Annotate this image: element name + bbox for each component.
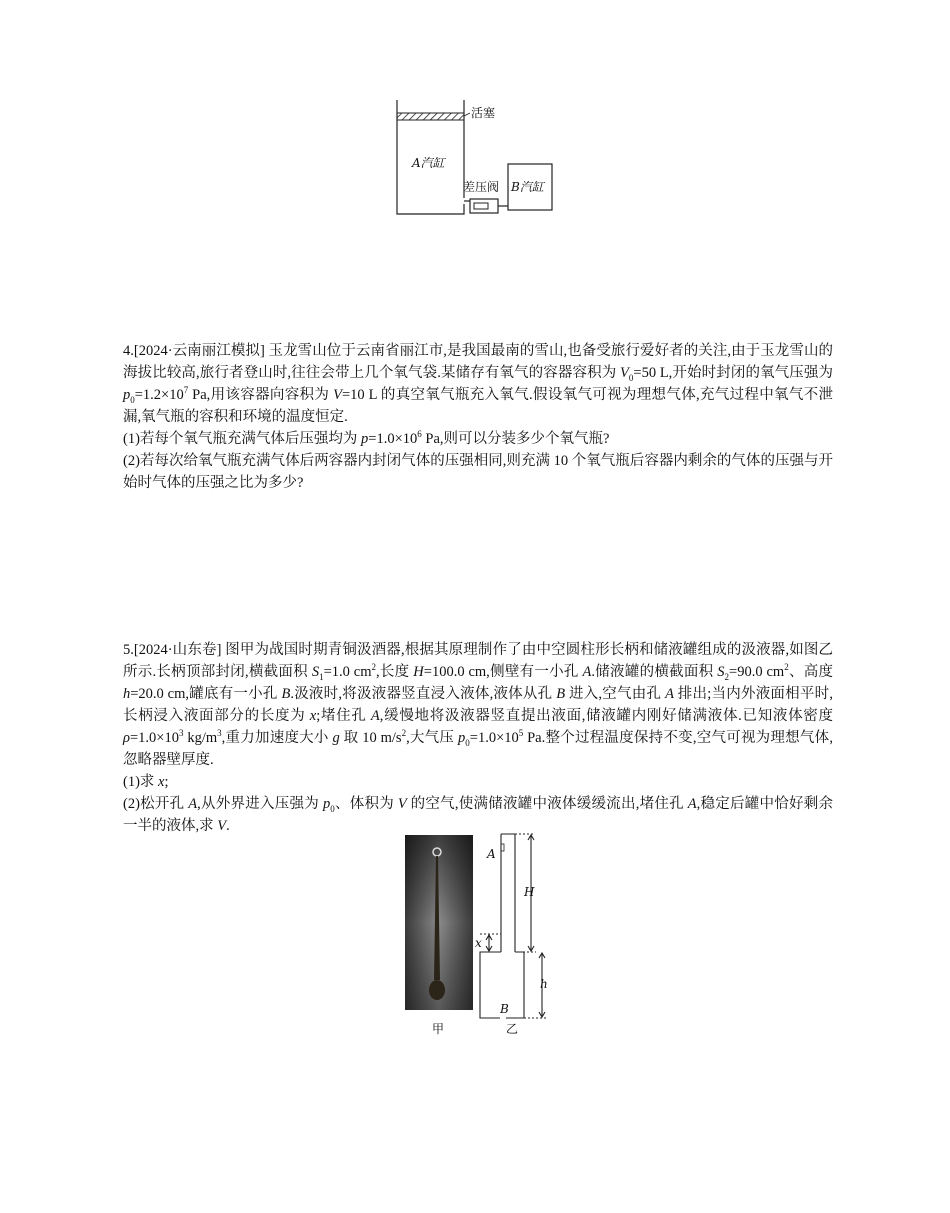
question-5-part-1: (1)求 x; (123, 774, 169, 790)
question-4-stem: 4.[2024·云南丽江模拟] 玉龙雪山位于云南省丽江市,是我国最南的雪山,也备受旅行爱好者的关注,由于玉龙雪山的海拔比较高,旅行者登山时,往往会带上几个氧气袋.某储存有氧气的容器容积为 $V_0=50$ L,开始时封闭的氧气压强为 $p_0=1.2\times 10^7$ Pa,用该容器向容积为 V=10 L 的真空氧气瓶充入氧气.假设氧气可视为理想气体,充气过程中氧气不泄漏,氧气瓶的容积和环境的温度恒定. (123, 343, 834, 425)
cylinder-a-label: A汽缸 (412, 156, 445, 170)
label-h-upper: H (524, 885, 535, 899)
piston (397, 113, 464, 120)
label-b: B (500, 1002, 509, 1016)
bronze-dipper-photo (405, 835, 473, 1010)
cylinder-diagram (390, 96, 560, 222)
label-x: x (475, 936, 482, 950)
label-a: A (487, 847, 496, 861)
question-5-stem: 5.[2024·山东卷] 图甲为战国时期青铜汲酒器,根据其原理制作了由中空圆柱形长柄和储液罐组成的汲液器,如图乙所示.长柄顶部封闭,横截面积 $S_1=1.0$ $cm^2$,长度 H=100.0 cm,侧壁有一小孔 A.储液罐的横截面积 $S_2=90.0$ $cm^2$、高度 h=20.0 cm,罐底有一小孔 B.汲液时,将汲液器竖直浸入液体,液体从孔 B 进入,空气由孔 A 排出;当内外液面相平时,长柄浸入液面部分的长度为 x;堵住孔 A,缓慢地将汲液器竖直提出液面,储液罐内刚好储满液体.已知液体密度 $\rho=1.0\times 10^3$ $kg/m^3$,重力加速度大小 g 取 10 $m/s^2$,大气压 $p_0=1.0\times 10^5$ Pa.整个过程温度保持不变,空气可视为理想气体,忽略器壁厚度. (123, 642, 834, 768)
valve-label: 差压阀 (463, 180, 500, 194)
question-4 (123, 340, 833, 494)
caption-yi: 乙 (506, 1022, 519, 1036)
question-5-part-2: (2)松开孔 A,从外界进入压强为 $p_0$、体积为 V 的空气,使满储液罐中液体缓缓流出,堵住孔 A,稳定后罐中恰好剩余一半的液体,求 V. (123, 796, 834, 834)
dipper-figure (400, 830, 560, 1042)
question-4-part-2: (2)若每次给氧气瓶充满气体后两容器内封闭气体的压强相同,则充满 10 个氧气瓶后容器内剩余的气体的压强与开始时气体的压强之比为多少? (123, 453, 833, 491)
question-5 (123, 639, 833, 837)
dipper-schematic (480, 834, 546, 1018)
label-h-lower: h (540, 977, 548, 991)
piston-label: 活塞 (471, 106, 496, 120)
caption-jia: 甲 (432, 1022, 445, 1036)
question-4-part-1: (1)若每个氧气瓶充满气体后压强均为 $p=1.0\times 10^6$ Pa,则可以分装多少个氧气瓶? (123, 429, 610, 447)
cylinder-b-label: B汽缸 (511, 180, 544, 194)
